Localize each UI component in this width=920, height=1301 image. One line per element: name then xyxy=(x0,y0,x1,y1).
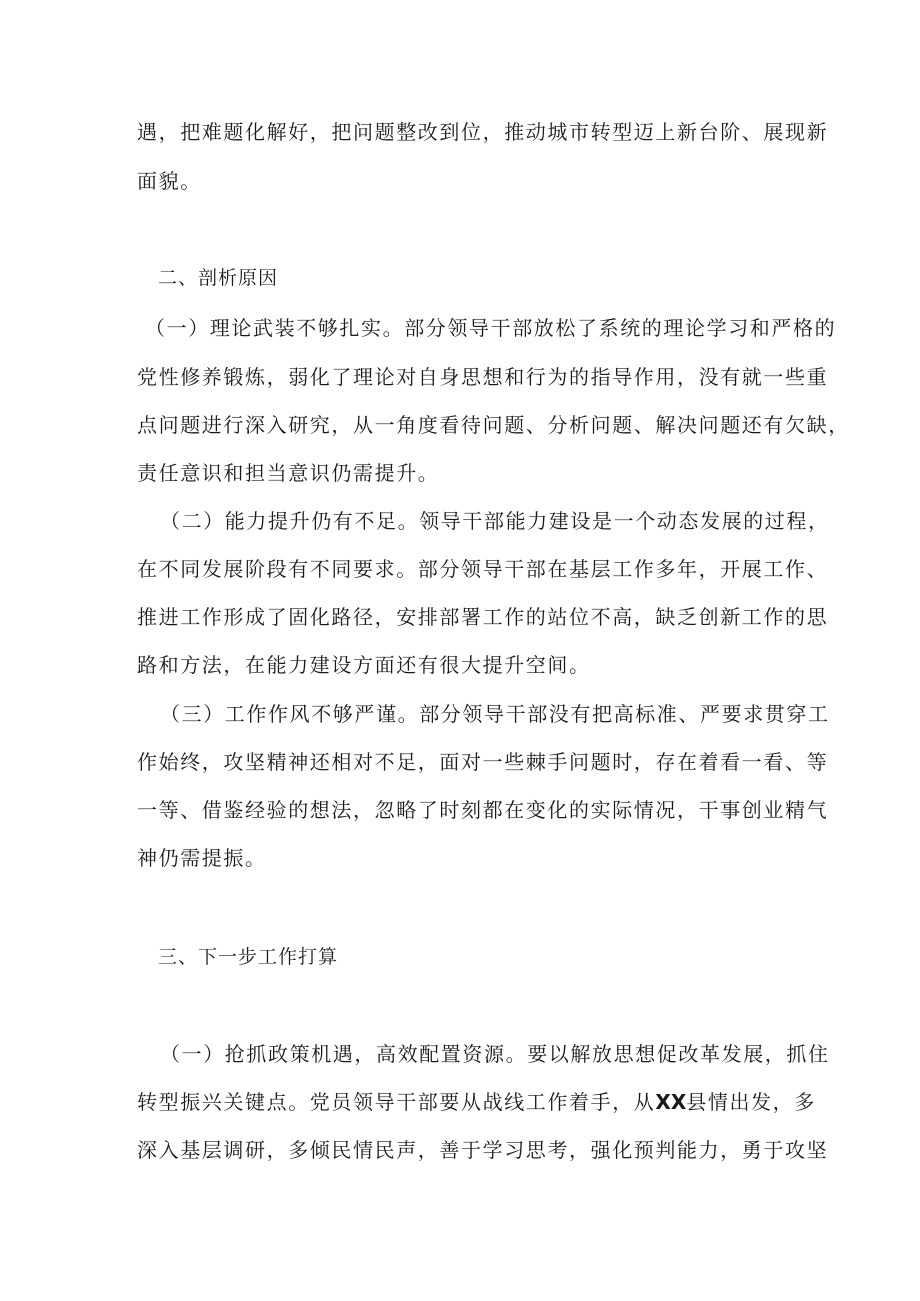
s3-p1-line-1: （一）抢抓政策机遇，高效配置资源。要以解放思想促改革发展，抓住 xyxy=(160,1042,830,1066)
s2-p3-line-3: 一等、借鉴经验的想法，忽略了时刻都在变化的实际情况，干事创业精气 xyxy=(137,798,829,822)
s3-p1-line-2-text-a: 转型振兴关键点。党员领导干部要从战线工作着手，从 xyxy=(137,1090,656,1114)
s2-p2-line-4: 路和方法，在能力建设方面还有很大提升空间。 xyxy=(137,653,591,677)
s2-p1-line-2: 党性修养锻炼，弱化了理论对自身思想和行为的指导作用，没有就一些重 xyxy=(137,365,829,389)
s2-p1-line-3: 点问题进行深入研究，从一角度看待问题、分析问题、解决问题还有欠缺， xyxy=(137,413,850,437)
s3-p1-line-2 xyxy=(137,1090,816,1114)
s2-p2-line-1: （二）能力提升仍有不足。领导干部能力建设是一个动态发展的过程， xyxy=(160,509,830,533)
s2-p3-line-1: （三）工作作风不够严谨。部分领导干部没有把高标准、严要求贯穿工 xyxy=(160,702,830,726)
s2-p2-line-2: 在不同发展阶段有不同要求。部分领导干部在基层工作多年，开展工作、 xyxy=(137,557,829,581)
s2-p3-line-4: 神仍需提振。 xyxy=(137,846,267,870)
s3-p1-line-2-xx: XX xyxy=(655,1090,687,1114)
s2-p2-line-3: 推进工作形成了固化路径，安排部署工作的站位不高，缺乏创新工作的思 xyxy=(137,605,829,629)
s3-p1-line-3: 深入基层调研，多倾民情民声，善于学习思考，强化预判能力，勇于攻坚 xyxy=(137,1138,829,1162)
section-3-heading: 三、下一步工作打算 xyxy=(158,946,339,968)
section-2-heading: 二、剖析原因 xyxy=(158,267,279,289)
intro-line-2: 面貌。 xyxy=(137,169,202,193)
s2-p1-line-1: （一）理论武装不够扎实。部分领导干部放松了系统的理论学习和严格的 xyxy=(145,316,837,340)
intro-line-1: 遇，把难题化解好，把问题整改到位，推动城市转型迈上新台阶、展现新 xyxy=(137,120,829,144)
s2-p1-line-4: 责任意识和担当意识仍需提升。 xyxy=(137,461,440,485)
s3-p1-line-2-text-b: 县情出发，多 xyxy=(686,1090,816,1114)
s2-p3-line-2: 作始终，攻坚精神还相对不足，面对一些棘手问题时，存在着看一看、等 xyxy=(137,750,829,774)
